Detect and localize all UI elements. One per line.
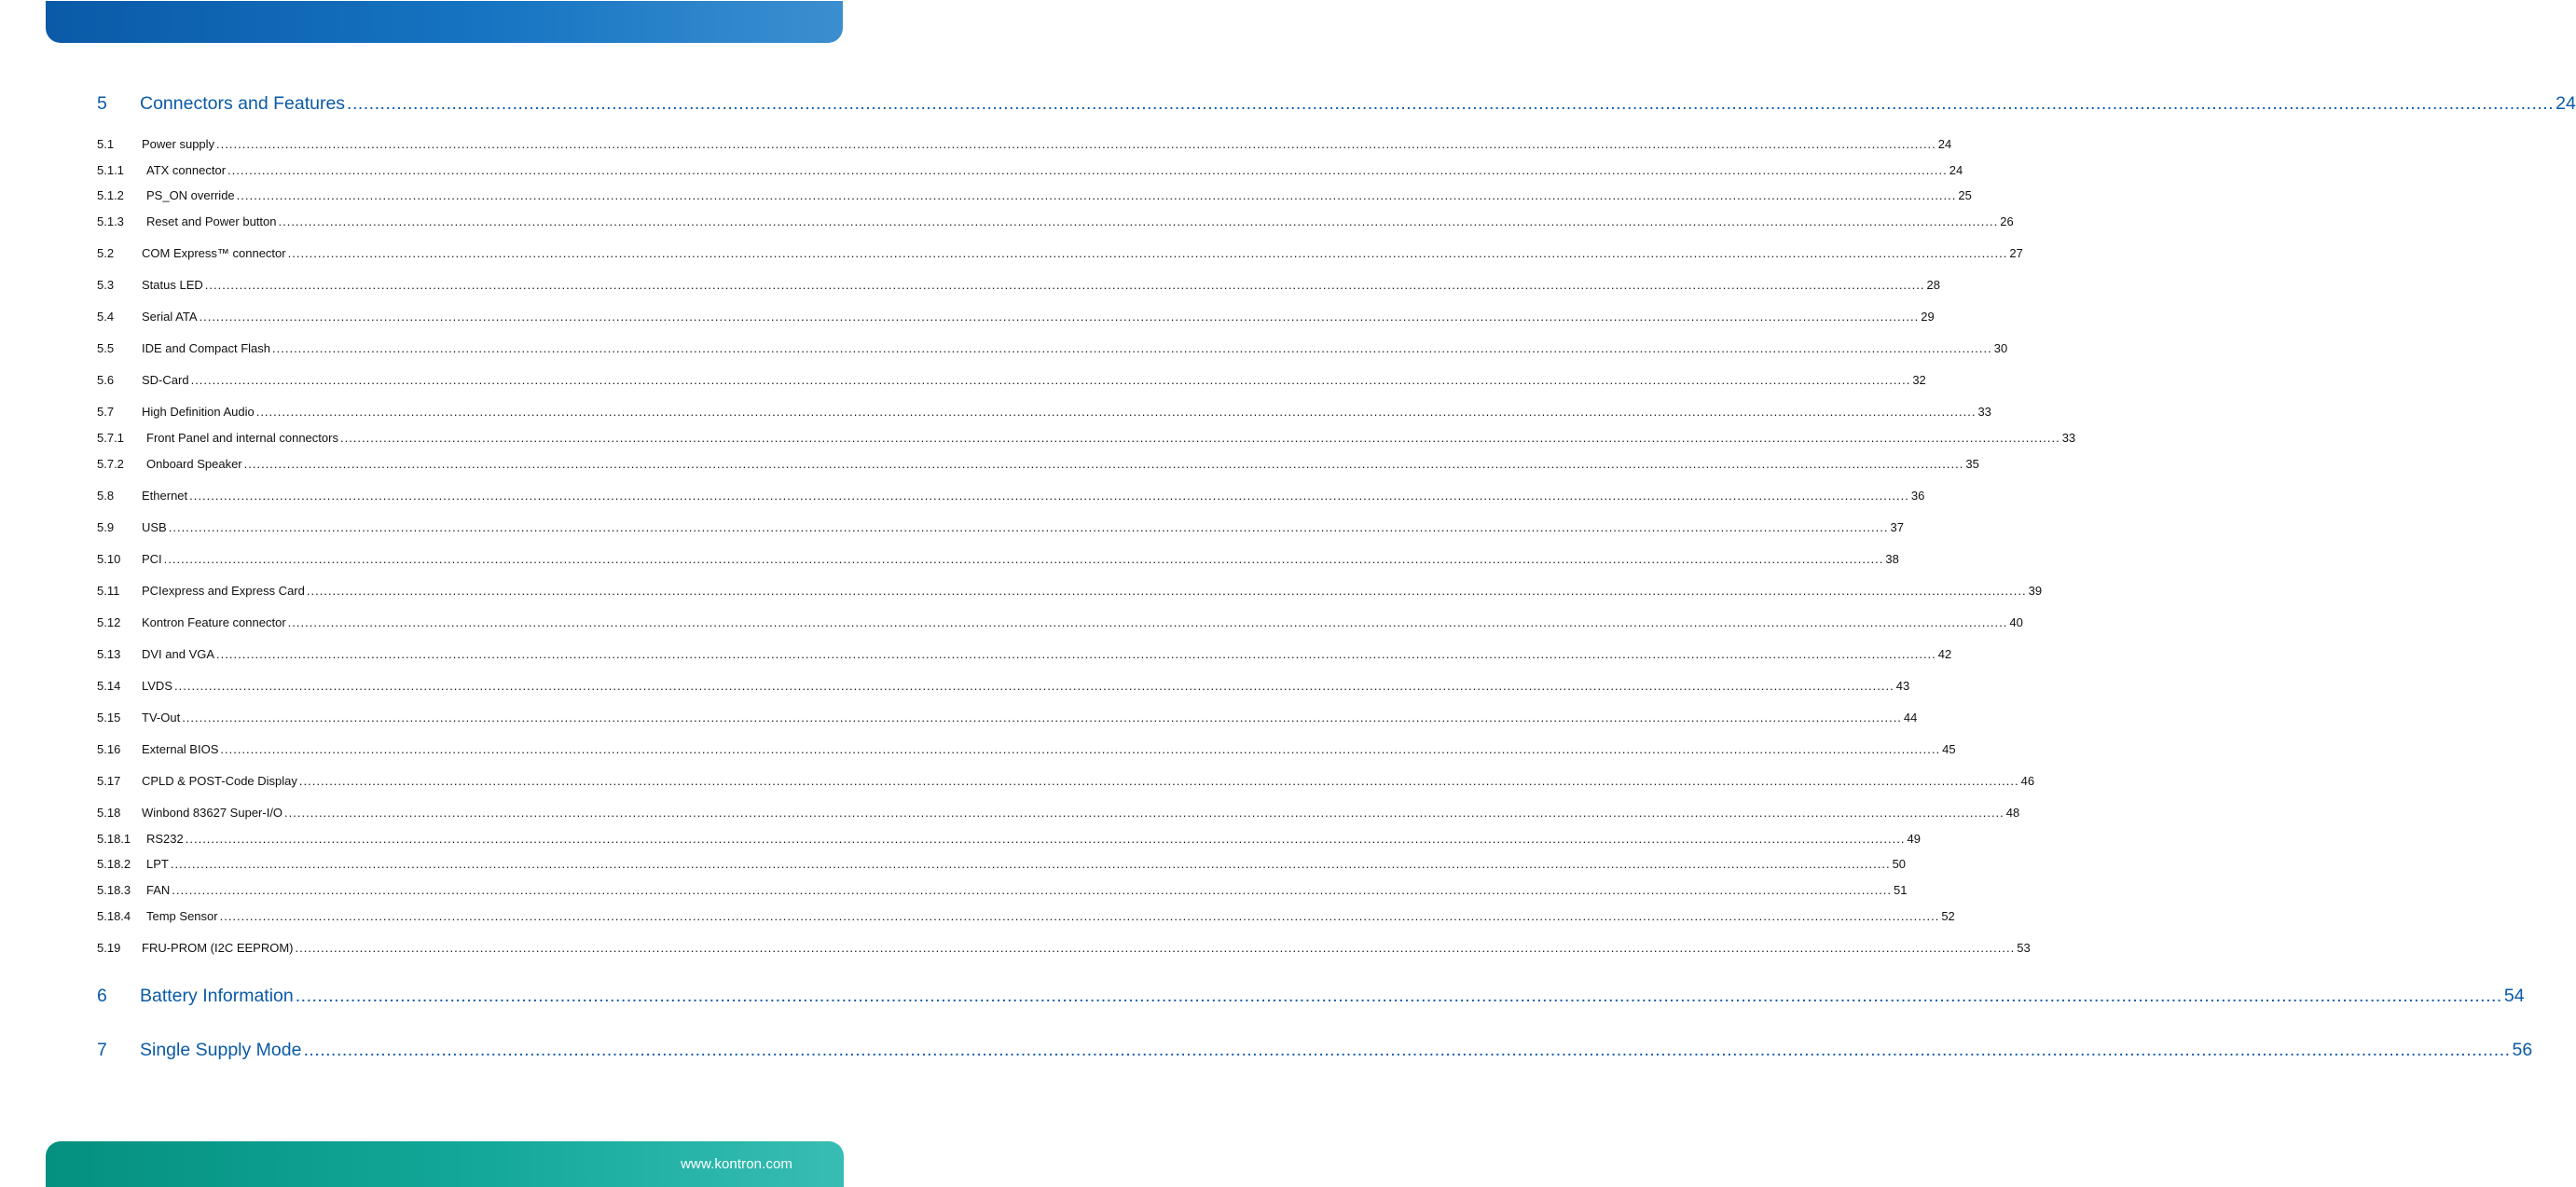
dot-leader: ................................................................................................................................................................................................................................................................................................................................................................................................................ <box>347 93 2555 114</box>
toc-entry-page: 39 <box>2028 584 2043 598</box>
toc-entry-number: 5.6 <box>97 373 115 387</box>
toc-entry-title: Temp Sensor <box>146 909 218 923</box>
toc-entry-number: 5.1 <box>97 137 115 151</box>
dot-leader: ................................................................................................................................................................................................................................................................................................................................................................................................................ <box>287 246 2008 260</box>
header-banner <box>46 1 843 43</box>
toc-entry-page: 36 <box>1910 489 1925 503</box>
toc-entry-title: PS_ON override <box>146 188 235 202</box>
toc-entry-number: 5.12 <box>97 615 121 629</box>
toc-entry-number: 5.16 <box>97 742 121 756</box>
toc-entry-title: TV-Out <box>142 711 181 725</box>
dot-leader: ................................................................................................................................................................................................................................................................................................................................................................................................................ <box>272 341 1992 355</box>
toc-entry-number: 5.4 <box>97 310 115 324</box>
toc-entry-number: 5.7 <box>97 405 115 419</box>
toc-entry-number: 5.7.1 <box>97 431 124 445</box>
toc-entry-page: 24 <box>2555 93 2576 114</box>
toc-entry-title: DVI and VGA <box>142 647 215 661</box>
toc-entry-number: 5.19 <box>97 941 121 955</box>
toc-entry-page: 33 <box>1977 405 1991 419</box>
toc-entry-number: 5.5 <box>97 341 115 355</box>
footer-banner <box>46 1141 844 1187</box>
toc-entry[interactable] <box>97 909 1955 926</box>
toc-entry-page: 24 <box>1949 163 1963 177</box>
toc-entry-title: Ethernet <box>142 489 188 503</box>
toc-entry-number: 5.14 <box>97 679 121 693</box>
dot-leader: ................................................................................................................................................................................................................................................................................................................................................................................................................ <box>172 883 1893 897</box>
dot-leader: ................................................................................................................................................................................................................................................................................................................................................................................................................ <box>216 647 1936 661</box>
toc-entry[interactable] <box>97 310 1935 326</box>
toc-entry-page: 45 <box>1942 742 1956 756</box>
toc-entry-page: 37 <box>1890 520 1904 534</box>
toc-entry[interactable] <box>97 615 2023 632</box>
toc-entry[interactable] <box>97 941 2031 958</box>
toc-entry-number: 6 <box>97 986 107 1006</box>
toc-entry-page: 28 <box>1926 278 1940 292</box>
toc-entry[interactable] <box>97 431 2076 448</box>
toc-entry-number: 5.7.2 <box>97 457 124 471</box>
toc-entry-page: 48 <box>2005 806 2020 820</box>
dot-leader: ................................................................................................................................................................................................................................................................................................................................................................................................................ <box>163 552 1884 566</box>
dot-leader: ................................................................................................................................................................................................................................................................................................................................................................................................................ <box>306 584 2027 598</box>
toc-entry-number: 5.8 <box>97 489 115 503</box>
toc-entry[interactable] <box>97 341 2008 358</box>
dot-leader: ................................................................................................................................................................................................................................................................................................................................................................................................................ <box>303 1040 2511 1060</box>
dot-leader: ................................................................................................................................................................................................................................................................................................................................................................................................................ <box>278 214 1999 228</box>
toc-entry-number: 5.17 <box>97 774 121 788</box>
toc-entry-page: 27 <box>2009 246 2023 260</box>
dot-leader: ................................................................................................................................................................................................................................................................................................................................................................................................................ <box>168 520 1889 534</box>
toc-entry-title: PCIexpress and Express Card <box>142 584 305 598</box>
dot-leader: ................................................................................................................................................................................................................................................................................................................................................................................................................ <box>182 711 1902 725</box>
dot-leader: ................................................................................................................................................................................................................................................................................................................................................................................................................ <box>174 679 1894 693</box>
toc-entry[interactable] <box>97 520 1904 537</box>
toc-entry-title: SD-Card <box>142 373 189 387</box>
toc-entry-title: High Definition Audio <box>142 405 255 419</box>
toc-entry-title: RS232 <box>146 832 184 846</box>
toc-entry-number: 5.18.1 <box>97 832 131 846</box>
toc-entry-title: Onboard Speaker <box>146 457 242 471</box>
dot-leader: ................................................................................................................................................................................................................................................................................................................................................................................................................ <box>185 832 1906 846</box>
toc-entry-page: 50 <box>1892 857 1907 871</box>
toc-entry[interactable] <box>97 278 1940 295</box>
toc-entry-page: 38 <box>1885 552 1899 566</box>
toc-entry[interactable] <box>97 883 1908 900</box>
dot-leader: ................................................................................................................................................................................................................................................................................................................................................................................................................ <box>255 405 1977 419</box>
toc-entry[interactable] <box>97 647 1952 664</box>
toc-entry-title: LVDS <box>142 679 172 693</box>
toc-entry[interactable] <box>97 742 1956 759</box>
toc-entry-title: Status LED <box>142 278 203 292</box>
toc-entry-title: Front Panel and internal connectors <box>146 431 338 445</box>
toc-entry-page: 30 <box>1993 341 2008 355</box>
toc-entry-title: PCI <box>142 552 162 566</box>
toc-entry-page: 42 <box>1937 647 1952 661</box>
dot-leader: ................................................................................................................................................................................................................................................................................................................................................................................................................ <box>295 941 2016 955</box>
toc-entry-title: FAN <box>146 883 171 897</box>
toc-entry-title: USB <box>142 520 167 534</box>
toc-entry-page: 53 <box>2017 941 2031 955</box>
toc-entry-page: 29 <box>1921 310 1935 324</box>
toc-entry-page: 46 <box>2020 774 2035 788</box>
dot-leader: ................................................................................................................................................................................................................................................................................................................................................................................................................ <box>219 909 1940 923</box>
toc-entry[interactable] <box>97 679 1910 696</box>
toc-entry-title: Winbond 83627 Super-I/O <box>142 806 283 820</box>
toc-entry[interactable] <box>97 163 1963 180</box>
toc-entry-page: 43 <box>1895 679 1910 693</box>
toc-entry[interactable] <box>97 552 1899 569</box>
toc-entry-title: External BIOS <box>142 742 219 756</box>
toc-entry[interactable] <box>97 405 1991 421</box>
toc-entry-title: Single Supply Mode <box>140 1040 302 1060</box>
toc-entry-number: 5.18.4 <box>97 909 131 923</box>
toc-entry-number: 5.18 <box>97 806 121 820</box>
toc-entry-number: 7 <box>97 1040 107 1060</box>
toc-entry-title: IDE and Compact Flash <box>142 341 271 355</box>
toc-entry[interactable] <box>97 457 1979 474</box>
dot-leader: ................................................................................................................................................................................................................................................................................................................................................................................................................ <box>227 163 1948 177</box>
dot-leader: ................................................................................................................................................................................................................................................................................................................................................................................................................ <box>298 774 2019 788</box>
dot-leader: ................................................................................................................................................................................................................................................................................................................................................................................................................ <box>243 457 1964 471</box>
toc-entry-title: FRU-PROM (I2C EEPROM) <box>142 941 294 955</box>
toc-entry-page: 24 <box>1937 137 1952 151</box>
toc-entry-number: 5.18.3 <box>97 883 131 897</box>
dot-leader: ................................................................................................................................................................................................................................................................................................................................................................................................................ <box>204 278 1925 292</box>
dot-leader: ................................................................................................................................................................................................................................................................................................................................................................................................................ <box>287 615 2008 629</box>
toc-entry[interactable] <box>97 214 2014 231</box>
toc-chapter-entry[interactable] <box>97 93 2576 117</box>
toc-entry-title: CPLD & POST-Code Display <box>142 774 297 788</box>
toc-entry-page: 40 <box>2009 615 2023 629</box>
toc-entry[interactable] <box>97 246 2023 263</box>
toc-entry-number: 5.9 <box>97 520 115 534</box>
toc-entry-number: 5.10 <box>97 552 121 566</box>
dot-leader: ................................................................................................................................................................................................................................................................................................................................................................................................................ <box>220 742 1941 756</box>
toc-entry-number: 5.18.2 <box>97 857 131 871</box>
toc-entry-page: 32 <box>1912 373 1926 387</box>
toc-entry-page: 56 <box>2512 1040 2533 1060</box>
toc-entry-title: ATX connector <box>146 163 227 177</box>
toc-entry-page: 49 <box>1907 832 1921 846</box>
footer-url[interactable]: www.kontron.com <box>681 1156 792 1172</box>
toc-entry-number: 5 <box>97 93 107 114</box>
toc-entry-title: Connectors and Features <box>140 93 346 114</box>
toc-entry-page: 52 <box>1941 909 1955 923</box>
toc-entry[interactable] <box>97 711 1918 727</box>
toc-entry-page: 51 <box>1894 883 1908 897</box>
toc-entry-number: 5.13 <box>97 647 121 661</box>
dot-leader: ................................................................................................................................................................................................................................................................................................................................................................................................................ <box>339 431 2060 445</box>
toc-entry-number: 5.15 <box>97 711 121 725</box>
toc-entry-page: 33 <box>2061 431 2076 445</box>
dot-leader: ................................................................................................................................................................................................................................................................................................................................................................................................................ <box>216 137 1936 151</box>
toc-entry-title: LPT <box>146 857 169 871</box>
toc-entry[interactable] <box>97 806 2020 822</box>
toc-entry-page: 54 <box>2503 986 2525 1006</box>
dot-leader: ................................................................................................................................................................................................................................................................................................................................................................................................................ <box>295 986 2502 1006</box>
toc-entry[interactable] <box>97 832 1921 849</box>
toc-entry[interactable] <box>97 373 1926 390</box>
toc-entry-number: 5.1.3 <box>97 214 124 228</box>
toc-entry-number: 5.1.2 <box>97 188 124 202</box>
toc-entry-page: 25 <box>1958 188 1972 202</box>
toc-entry[interactable] <box>97 584 2043 600</box>
dot-leader: ................................................................................................................................................................................................................................................................................................................................................................................................................ <box>170 857 1891 871</box>
toc-entry-title: Serial ATA <box>142 310 198 324</box>
dot-leader: ................................................................................................................................................................................................................................................................................................................................................................................................................ <box>190 373 1911 387</box>
toc-entry[interactable] <box>97 188 1972 205</box>
toc-entry[interactable] <box>97 137 1952 154</box>
toc-entry-title: Kontron Feature connector <box>142 615 286 629</box>
dot-leader: ................................................................................................................................................................................................................................................................................................................................................................................................................ <box>199 310 1920 324</box>
toc-entry-number: 5.3 <box>97 278 115 292</box>
toc-entry-page: 35 <box>1965 457 1979 471</box>
toc-entry-page: 44 <box>1903 711 1918 725</box>
toc-entry-title: Battery Information <box>140 986 294 1006</box>
dot-leader: ................................................................................................................................................................................................................................................................................................................................................................................................................ <box>284 806 2004 820</box>
toc-entry-number: 5.11 <box>97 584 120 598</box>
dot-leader: ................................................................................................................................................................................................................................................................................................................................................................................................................ <box>236 188 1957 202</box>
toc-entry-page: 26 <box>2000 214 2014 228</box>
toc-entry-title: Reset and Power button <box>146 214 277 228</box>
toc-chapter-entry[interactable] <box>97 986 2525 1010</box>
dot-leader: ................................................................................................................................................................................................................................................................................................................................................................................................................ <box>189 489 1909 503</box>
toc-entry-title: Power supply <box>142 137 215 151</box>
toc-chapter-entry[interactable] <box>97 1040 2533 1064</box>
toc-entry[interactable] <box>97 489 1925 505</box>
toc-entry-number: 5.1.1 <box>97 163 124 177</box>
toc-entry-number: 5.2 <box>97 246 115 260</box>
toc-entry-title: COM Express™ connector <box>142 246 286 260</box>
toc-entry[interactable] <box>97 857 1907 874</box>
toc-entry[interactable] <box>97 774 2035 791</box>
